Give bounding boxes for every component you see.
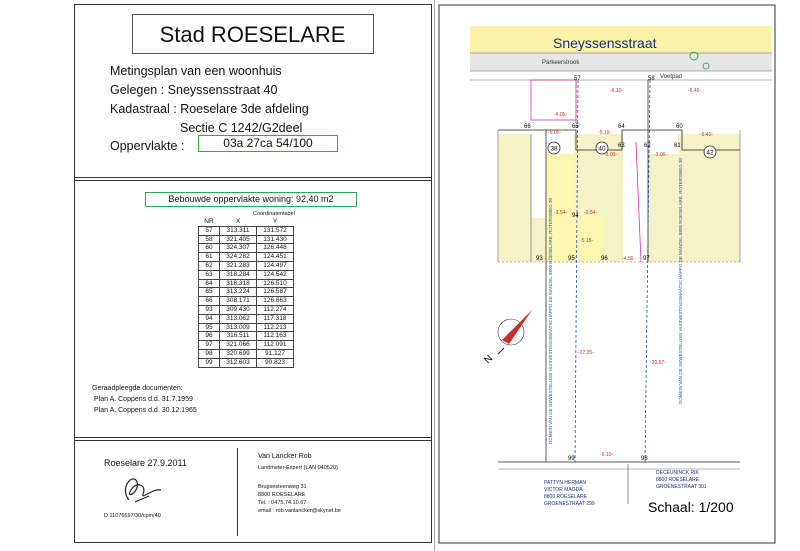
info-line-4: Sectie C 1242/G2deel	[180, 121, 303, 135]
table-title: Coordinatentabel	[253, 211, 295, 217]
table-row	[199, 244, 294, 253]
dim-label: -6.10-	[600, 452, 614, 458]
cell-nr: 65	[199, 288, 220, 297]
cell-x: 313.009	[220, 323, 257, 332]
oppervlakte-box	[198, 135, 338, 152]
oppervlakte-value: 03a 27ca 54/100	[223, 136, 313, 150]
oppervlakte-label: Oppervlakte :	[110, 139, 185, 153]
table-row	[199, 332, 294, 341]
cell-y: 126.663	[257, 297, 294, 306]
cell-y: 91.127	[257, 349, 294, 358]
table-row	[199, 305, 294, 314]
dim-label: -3.54-	[584, 210, 598, 216]
owner-side-right: DOMEIN VAN DE GEWESTELIJKE HUISVESTINGSMAATSCHAPPIJ DE MANDEL 8800 ROESELARE, ROTERSWEG 30	[678, 158, 683, 404]
cell-x: 312.603	[220, 358, 257, 367]
point-61: 61	[674, 143, 681, 149]
point-64: 64	[618, 124, 625, 130]
table-row	[199, 314, 294, 323]
cell-y: 117.318	[257, 314, 294, 323]
cell-nr: 96	[199, 332, 220, 341]
cell-x: 321.066	[220, 341, 257, 350]
svg-text:42: 42	[706, 149, 714, 157]
cell-y: 90.823	[257, 358, 294, 367]
dim-label: -6.10-	[610, 88, 624, 94]
table-row	[199, 349, 294, 358]
surveyor-address-1: Brugsesteenweg 31	[258, 484, 307, 490]
cell-y: 112.274	[257, 305, 294, 314]
table-row	[199, 235, 294, 244]
info-line-2: Gelegen : Sneyssensstraat 40	[110, 83, 278, 97]
table-row	[199, 226, 294, 235]
owner-bottom-left-4: GROENESTRAAT 299	[544, 501, 595, 507]
doc-1: Plan A. Coppens d.d. 31.7.1959	[94, 396, 193, 403]
cell-x: 320.699	[220, 349, 257, 358]
cell-nr: 61	[199, 253, 220, 262]
owner-bottom-left-2: VICTOR MAGDA	[544, 487, 583, 493]
table-header-y: Y	[272, 218, 278, 225]
table-row	[199, 297, 294, 306]
reference: D.11076697/30/cpm/40	[104, 513, 161, 519]
cell-x: 313.224	[220, 288, 257, 297]
dim-label: -5.40-	[700, 132, 714, 138]
cell-y: 112.163	[257, 332, 294, 341]
cell-y: 126.510	[257, 279, 294, 288]
cell-nr: 57	[199, 226, 220, 235]
place-date: Roeselare 27.9.2011	[104, 458, 187, 468]
cell-y: 126.587	[257, 288, 294, 297]
cell-x: 321.283	[220, 261, 257, 270]
point-65: 65	[572, 124, 579, 130]
cell-x: 309.430	[220, 305, 257, 314]
table-row	[199, 341, 294, 350]
cell-nr: 98	[199, 349, 220, 358]
table-row	[199, 253, 294, 262]
docs-title: Geraadpleegde documenten:	[92, 385, 183, 392]
cell-y: 112.091	[257, 341, 294, 350]
house-number-38	[548, 142, 560, 154]
dim-label: -20.97-	[650, 360, 666, 366]
point-93: 93	[536, 256, 543, 262]
cell-nr: 63	[199, 270, 220, 279]
point-98: 98	[641, 456, 648, 462]
cell-x: 313.062	[220, 314, 257, 323]
dim-label: -5.15-	[580, 238, 594, 244]
cell-nr: 94	[199, 314, 220, 323]
dim-label: -5.05-	[548, 130, 562, 136]
owner-bottom-right-1: DECEUNINCK RIK	[656, 470, 699, 476]
bebouwde-box	[145, 192, 357, 207]
cell-nr: 97	[199, 341, 220, 350]
dim-label: -6.45-	[688, 88, 702, 94]
owner-side-left: DOMEIN VAN DE GEWESTELIJKE HUISVESTINGSMAATSCHAPPIJ DE MANDEL 8800 ROESELARE, ROTERSWEG 30	[548, 198, 553, 444]
surveyor-email: email : rob.vanlancker@skynet.be	[258, 508, 341, 514]
point-97: 97	[643, 256, 650, 262]
owner-bottom-right-3: GROENESTRAAT 301	[656, 484, 707, 490]
survey-plan	[438, 4, 776, 544]
svg-text:38: 38	[550, 145, 558, 153]
point-58: 58	[648, 76, 655, 82]
surveyor-tel: Tel. : 0475.74.10.67	[258, 500, 307, 506]
page-title: Stad ROESELARE	[159, 22, 346, 47]
point-66: 66	[524, 124, 531, 130]
point-95: 95	[568, 256, 575, 262]
sidewalk-label: Voetpad	[660, 74, 683, 80]
point-94: 94	[572, 213, 579, 219]
cell-x: 318.284	[220, 270, 257, 279]
page-fold	[434, 0, 435, 551]
cell-x: 318.318	[220, 279, 257, 288]
info-line-1: Metingsplan van een woonhuis	[110, 64, 282, 78]
cell-y: 124.542	[257, 270, 294, 279]
table-row	[199, 270, 294, 279]
dim-label: -3.00-	[654, 152, 668, 158]
point-99: 99	[568, 456, 575, 462]
cell-nr: 66	[199, 297, 220, 306]
cell-y: 126.448	[257, 244, 294, 253]
owner-bottom-right-2: 8800 ROESELARE	[656, 477, 700, 483]
parking-band	[470, 53, 772, 71]
cell-y: 131.572	[257, 226, 294, 235]
cell-y: 131.430	[257, 235, 294, 244]
surveyor-name: Van Lancker Rob	[258, 453, 312, 460]
dim-label: -3.00-	[604, 152, 618, 158]
svg-text:40: 40	[598, 145, 606, 153]
dim-label: -6.05-	[554, 112, 568, 118]
dim-label: -27.35-	[578, 350, 594, 356]
cell-nr: 95	[199, 323, 220, 332]
table-row	[199, 279, 294, 288]
scale-label: Schaal: 1/200	[648, 499, 734, 515]
table-header-x: X	[235, 218, 241, 225]
table-header-nr: NR	[204, 218, 214, 225]
table-row	[199, 288, 294, 297]
dim-label: -5.10-	[598, 130, 612, 136]
cell-x: 324.307	[220, 244, 257, 253]
surveyor-role: Landmeter-Expert (LAN 040520)	[258, 465, 338, 471]
cell-x: 308.171	[220, 297, 257, 306]
parking-label: Parkeerstrook	[542, 60, 580, 66]
owner-bottom-left-1: PATTYN HERMAN	[544, 480, 587, 486]
signature-divider	[237, 448, 238, 536]
cell-x: 324.282	[220, 253, 257, 262]
signature	[115, 470, 165, 506]
table-row	[199, 323, 294, 332]
surveyor-address-2: 8800 ROESELARE	[258, 492, 306, 498]
cell-nr: 64	[199, 279, 220, 288]
cell-nr: 62	[199, 261, 220, 270]
cell-x: 316.511	[220, 332, 257, 341]
owner-bottom-left-3: 8800 ROESELARE	[544, 494, 588, 500]
cell-nr: 58	[199, 235, 220, 244]
table-row	[199, 358, 294, 367]
north-label: N	[482, 353, 496, 367]
cell-y: 124.451	[257, 253, 294, 262]
cell-nr: 60	[199, 244, 220, 253]
cell-nr: 93	[199, 305, 220, 314]
cell-x: 313.311	[220, 226, 257, 235]
point-63: 63	[618, 143, 625, 149]
street-name: Sneyssensstraat	[553, 35, 657, 51]
coordinate-table-wrap	[198, 218, 294, 368]
table-row	[199, 261, 294, 270]
info-line-3: Kadastraal : Roeselare 3de afdeling	[110, 102, 309, 116]
coordinate-table	[198, 218, 294, 368]
point-57: 57	[574, 76, 581, 82]
cell-nr: 99	[199, 358, 220, 367]
house-number-42	[704, 146, 716, 158]
point-96: 96	[601, 256, 608, 262]
point-62: 62	[644, 143, 651, 149]
dim-label: -4.56-	[622, 256, 636, 262]
cell-x: 321.405	[220, 235, 257, 244]
dim-label: -3.54-	[554, 210, 568, 216]
cell-y: 112.213	[257, 323, 294, 332]
point-60: 60	[676, 124, 683, 130]
cell-y: 124.497	[257, 261, 294, 270]
bebouwde-text: Bebouwde oppervlakte woning: 92,40 m2	[168, 194, 334, 204]
doc-2: Plan A. Coppens d.d. 30.12.1965	[94, 407, 197, 414]
